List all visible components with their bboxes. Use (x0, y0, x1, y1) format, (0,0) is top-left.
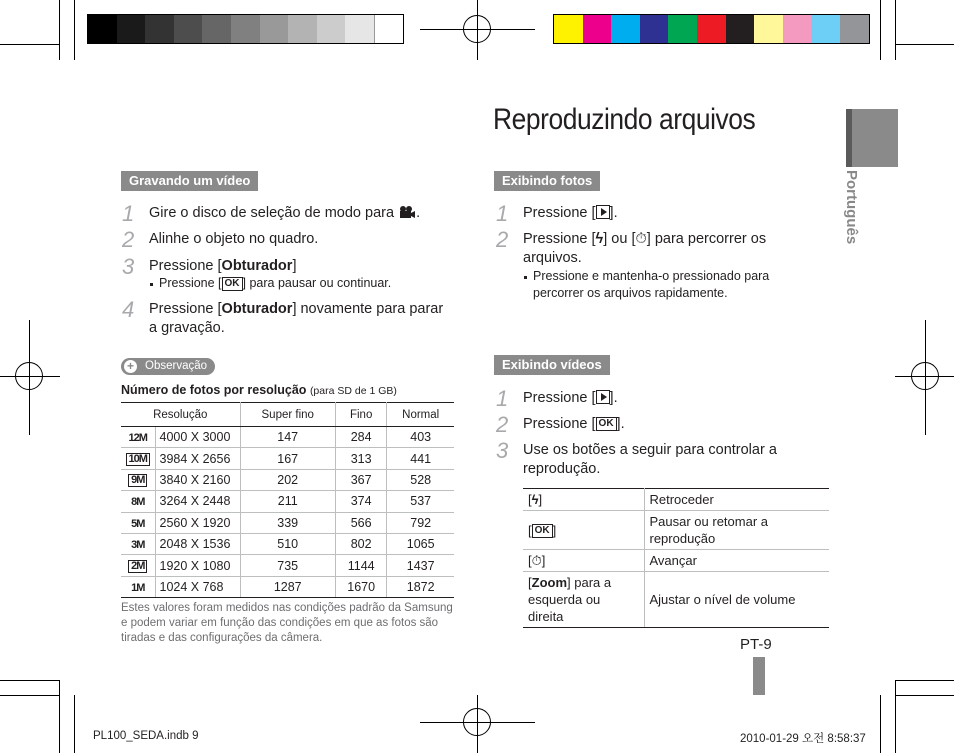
step-text: Pressione [Obturador] (149, 258, 297, 274)
step-text: Pressione [Obturador] novamente para parar a gravação. (149, 301, 444, 336)
crop-mark (74, 0, 75, 60)
section-header-photos: Exibindo fotos (494, 171, 600, 191)
table-row: [Zoom] para a esquerda ou direita Ajustar o nível de volume (523, 572, 829, 628)
crop-mark (895, 680, 896, 753)
language-tab (846, 109, 898, 167)
flash-icon: ϟ (531, 492, 539, 507)
step-text: Pressione [ ]. (523, 205, 618, 221)
page-title: Reproduzindo arquivos (493, 103, 756, 136)
resolution-icon: 5M (131, 517, 145, 530)
color-swatch (231, 15, 260, 43)
step-number: 1 (122, 201, 135, 226)
table-header: Normal (387, 403, 454, 427)
step-number: 1 (496, 386, 509, 411)
step-number: 3 (122, 254, 135, 279)
crop-mark (0, 680, 60, 681)
color-swatch (117, 15, 146, 43)
crop-mark (880, 695, 881, 753)
crop-mark (0, 44, 60, 45)
color-swatch (345, 15, 374, 43)
step-subtext: Pressione e mantenha-o pressionado para percorrer os arquivos rapidamente. (533, 269, 770, 300)
slug-date: 2010-01-29 오전 8:58:37 (740, 733, 866, 745)
resolution-icon: 2M (128, 560, 147, 573)
table-header: Resolução (121, 403, 240, 427)
resolution-table (121, 402, 454, 598)
color-swatch (640, 15, 669, 43)
crop-mark (0, 695, 60, 696)
footnote: Estes valores foram medidos nas condições padrão da Samsung e podem variar em função das condições em que as fotos são tiradas e das configurações da câmera. (121, 602, 453, 644)
color-swatch (174, 15, 203, 43)
color-swatch (611, 15, 640, 43)
step-text: Use os botões a seguir para controlar a reprodução. (523, 442, 777, 477)
color-swatch (202, 15, 231, 43)
plus-icon: + (124, 360, 137, 373)
language-tab-label: Português (843, 170, 860, 245)
timer-icon: ⏱ (531, 553, 542, 568)
ok-button-icon: OK (596, 417, 617, 431)
crop-mark (895, 695, 954, 696)
crop-mark (59, 0, 60, 60)
crop-mark (895, 0, 896, 60)
crop-mark (895, 680, 954, 681)
table-row: 5M 2560 X 1920 339 566 792 (121, 512, 454, 533)
resolution-icon: 1M (131, 581, 145, 594)
step-number: 2 (496, 227, 509, 252)
crop-mark (880, 0, 881, 60)
table-header: Super fino (240, 403, 335, 427)
color-swatch (726, 15, 755, 43)
ok-button-icon: OK (222, 277, 243, 291)
note-badge: + Observação (121, 358, 215, 375)
page-marker-bar (753, 657, 765, 695)
play-icon (596, 390, 610, 404)
color-swatch (783, 15, 812, 43)
grayscale-color-bar (87, 14, 404, 44)
color-swatch (754, 15, 783, 43)
table-row: 8M 3264 X 2448 211 374 537 (121, 491, 454, 512)
table-row: 12M 4000 X 3000 147 284 403 (121, 427, 454, 448)
bullet (524, 276, 527, 279)
table-row: [⏱] Avançar (523, 550, 829, 572)
step-number: 3 (496, 438, 509, 463)
process-color-bar (553, 14, 870, 44)
color-swatch (811, 15, 840, 43)
color-swatch (583, 15, 612, 43)
crop-mark (59, 680, 60, 753)
table-row: 9M 3840 X 2160 202 367 528 (121, 469, 454, 490)
movie-camera-icon (398, 205, 416, 225)
color-swatch (554, 15, 583, 43)
play-icon (596, 205, 610, 219)
step-text: Pressione [ ]. (523, 390, 618, 406)
playback-controls-table (523, 488, 829, 628)
table-header: Fino (335, 403, 386, 427)
step-number: 2 (496, 412, 509, 437)
step-subtext: Pressione [ OK ] para pausar ou continuar. (159, 276, 392, 290)
resolution-icon: 8M (131, 496, 145, 509)
section-header-videos: Exibindo vídeos (494, 355, 610, 375)
color-swatch (145, 15, 174, 43)
color-swatch (697, 15, 726, 43)
table-row: 3M 2048 X 1536 510 802 1065 (121, 533, 454, 554)
step-text: Alinhe o objeto no quadro. (149, 231, 319, 247)
color-swatch (840, 15, 869, 43)
ok-button-icon: OK (532, 524, 553, 538)
color-swatch (260, 15, 289, 43)
step-text: Pressione [ϟ] ou [⏱] para percorrer os arquivos. (523, 231, 767, 266)
step-number: 1 (496, 201, 509, 226)
crop-mark (895, 44, 954, 45)
color-swatch (668, 15, 697, 43)
step-text: Gire o disco de seleção de modo para . (149, 204, 420, 225)
timer-icon: ⏱ (635, 231, 647, 247)
step-number: 2 (122, 227, 135, 252)
resolution-icon: 3M (131, 539, 145, 552)
color-swatch (374, 15, 403, 43)
table-row: [ OK ] Pausar ou retomar a reprodução (523, 511, 829, 550)
slug-file: PL100_SEDA.indb 9 (93, 730, 199, 742)
table-row: 2M 1920 X 1080 735 1144 1437 (121, 555, 454, 576)
crop-mark (74, 695, 75, 753)
color-swatch (317, 15, 346, 43)
step-number: 4 (122, 297, 135, 322)
table-row: 10M 3984 X 2656 167 313 441 (121, 448, 454, 469)
resolution-icon: 10M (126, 453, 150, 466)
table-row: 1M 1024 X 768 1287 1670 1872 (121, 576, 454, 597)
color-swatch (88, 15, 117, 43)
step-text: Pressione [ OK ]. (523, 416, 625, 432)
resolution-icon: 9M (128, 474, 147, 487)
resolution-icon: 12M (128, 432, 147, 445)
table-caption: Número de fotos por resolução (para SD de 1 GB) (121, 383, 397, 397)
section-header-recording: Gravando um vídeo (121, 171, 258, 191)
flash-icon: ϟ (595, 231, 604, 247)
color-swatch (288, 15, 317, 43)
page-number: PT-9 (740, 636, 772, 653)
table-row: [ϟ] Retroceder (523, 489, 829, 511)
bullet (150, 283, 153, 286)
